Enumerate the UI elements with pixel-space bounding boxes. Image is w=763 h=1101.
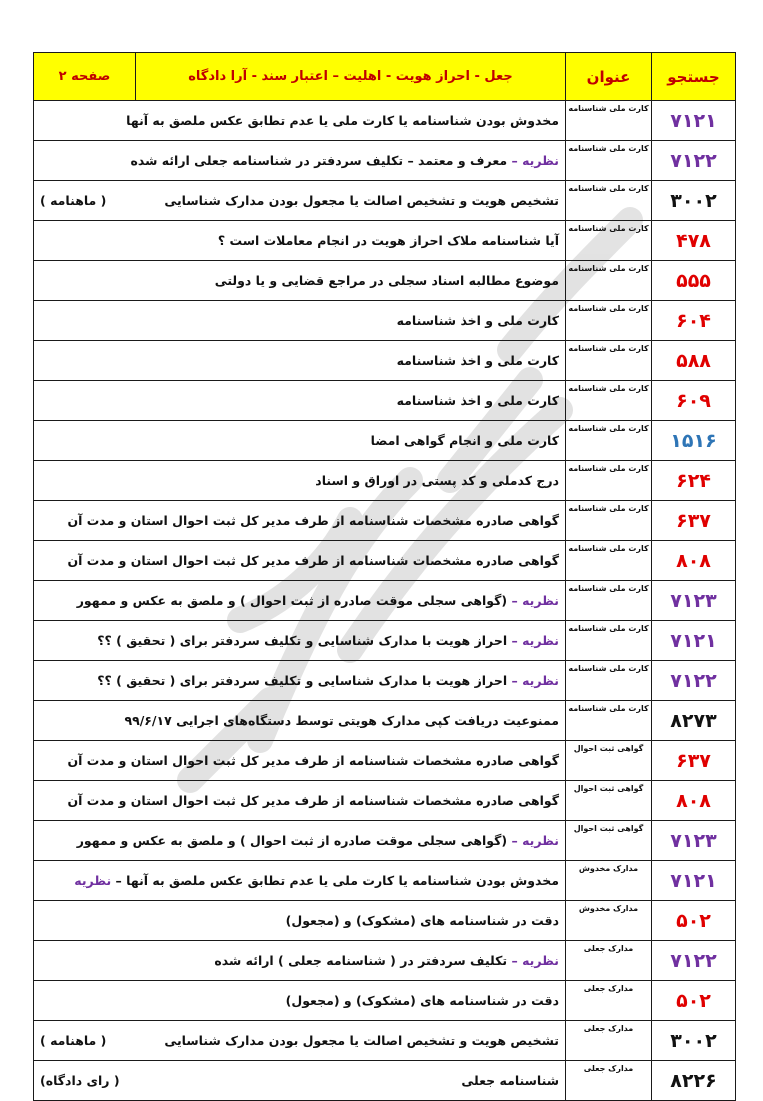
category-label: کارت ملی شناسنامه [566, 101, 652, 141]
row-description [34, 1061, 566, 1101]
header-search: جستجو [652, 53, 736, 101]
row-text: کارت ملی و انجام گواهی امضا [370, 433, 559, 448]
category-label: مدارک جعلی [566, 941, 652, 981]
category-label: کارت ملی شناسنامه [566, 461, 652, 501]
code-number[interactable]: ۱۵۱۶ [652, 421, 736, 461]
category-label: کارت ملی شناسنامه [566, 221, 652, 261]
row-description [34, 501, 566, 541]
category-label: مدارک جعلی [566, 1061, 652, 1101]
header-title: عنوان [566, 53, 652, 101]
table-row [34, 621, 736, 661]
category-label: کارت ملی شناسنامه [566, 501, 652, 541]
row-text: ممنوعیت دریافت کپی مدارک هویتی توسط دستگاه‌های اجرایی ۹۹/۶/۱۷ [124, 713, 559, 728]
row-text: تشخیص هویت و تشخیص اصالت یا مجعول بودن مدارک شناسایی [164, 1033, 559, 1048]
code-number[interactable]: ۸۰۸ [652, 541, 736, 581]
code-number[interactable]: ۵۸۸ [652, 341, 736, 381]
code-number[interactable]: ۸۰۸ [652, 781, 736, 821]
row-text: کارت ملی و اخذ شناسنامه [396, 313, 559, 328]
row-description [34, 621, 566, 661]
code-number[interactable]: ۶۰۴ [652, 301, 736, 341]
code-number[interactable]: ۵۰۲ [652, 901, 736, 941]
row-text: آیا شناسنامه ملاک احراز هویت در انجام معاملات است ؟ [217, 233, 559, 248]
table-row [34, 741, 736, 781]
code-number[interactable]: ۵۵۵ [652, 261, 736, 301]
row-text: دقت در شناسنامه های (مشکوک) و (مجعول) [285, 993, 559, 1008]
row-description [34, 301, 566, 341]
row-text: موضوع مطالبه اسناد سجلی در مراجع قضایی و یا دولتی [214, 273, 559, 288]
table-row [34, 821, 736, 861]
row-prefix: نظریه – [507, 953, 559, 968]
row-text: معرف و معتمد – تکلیف سردفتر در شناسنامه جعلی ارائه شده [130, 153, 508, 168]
code-number[interactable]: ۳۰۰۲ [652, 1021, 736, 1061]
row-description [34, 781, 566, 821]
row-text: (گواهی سجلی موقت صادره از ثبت احوال ) و ملصق به عکس و ممهور [76, 833, 508, 848]
row-description [34, 821, 566, 861]
table-row [34, 981, 736, 1021]
category-label: گواهی ثبت احوال [566, 781, 652, 821]
row-suffix: نظریه [74, 873, 112, 888]
table-row [34, 701, 736, 741]
code-number[interactable]: ۴۷۸ [652, 221, 736, 261]
row-prefix: نظریه – [507, 833, 559, 848]
table-row [34, 101, 736, 141]
code-number[interactable]: ۷۱۲۳ [652, 821, 736, 861]
index-table [33, 52, 736, 1101]
row-description [34, 581, 566, 621]
code-number[interactable]: ۷۱۲۲ [652, 941, 736, 981]
table-row [34, 421, 736, 461]
row-text: گواهی صادره مشخصات شناسنامه از طرف مدیر کل ثبت احوال استان و مدت آن [67, 553, 559, 568]
category-label: مدارک جعلی [566, 1021, 652, 1061]
category-label: کارت ملی شناسنامه [566, 261, 652, 301]
code-number[interactable]: ۷۱۲۲ [652, 661, 736, 701]
code-number[interactable]: ۶۰۹ [652, 381, 736, 421]
row-text: درج کدملی و کد پستی در اوراق و اسناد [315, 473, 559, 488]
header-topic: جعل - احراز هویت - اهلیت – اعتبار سند - آرا دادگاه [136, 53, 566, 101]
row-text: کارت ملی و اخذ شناسنامه [396, 393, 559, 408]
table-row [34, 301, 736, 341]
table-row [34, 581, 736, 621]
category-label: مدارک مخدوش [566, 901, 652, 941]
row-prefix: نظریه – [507, 593, 559, 608]
row-description [34, 541, 566, 581]
category-label: کارت ملی شناسنامه [566, 661, 652, 701]
category-label: کارت ملی شناسنامه [566, 301, 652, 341]
category-label: کارت ملی شناسنامه [566, 541, 652, 581]
table-row [34, 381, 736, 421]
code-number[interactable]: ۷۱۲۱ [652, 861, 736, 901]
row-description [34, 261, 566, 301]
category-label: کارت ملی شناسنامه [566, 181, 652, 221]
category-label: گواهی ثبت احوال [566, 741, 652, 781]
table-row [34, 541, 736, 581]
code-number[interactable]: ۷۱۲۲ [652, 141, 736, 181]
header-page: صفحه ۲ [34, 53, 136, 101]
row-description [34, 341, 566, 381]
category-label: مدارک جعلی [566, 981, 652, 1021]
row-description [34, 941, 566, 981]
row-note: ( ماهنامه ) [40, 1033, 107, 1048]
row-text: تشخیص هویت و تشخیص اصالت یا مجعول بودن مدارک شناسایی [164, 193, 559, 208]
row-text: مخدوش بودن شناسنامه یا کارت ملی یا عدم تطابق عکس ملصق به آنها – [111, 873, 559, 888]
row-text: احراز هویت با مدارک شناسایی و تکلیف سردفتر برای ( تحقیق ) ؟؟ [97, 673, 508, 688]
row-description [34, 981, 566, 1021]
row-description [34, 461, 566, 501]
category-label: مدارک مخدوش [566, 861, 652, 901]
table-row [34, 261, 736, 301]
row-text: دقت در شناسنامه های (مشکوک) و (مجعول) [285, 913, 559, 928]
header-row [34, 53, 736, 101]
row-text: گواهی صادره مشخصات شناسنامه از طرف مدیر کل ثبت احوال استان و مدت آن [67, 753, 559, 768]
table-row [34, 901, 736, 941]
code-number[interactable]: ۶۳۷ [652, 501, 736, 541]
table-row [34, 181, 736, 221]
row-text: (گواهی سجلی موقت صادره از ثبت احوال ) و ملصق به عکس و ممهور [76, 593, 508, 608]
table-row [34, 861, 736, 901]
code-number[interactable]: ۳۰۰۲ [652, 181, 736, 221]
row-text: تکلیف سردفتر در ( شناسنامه جعلی ) ارائه شده [214, 953, 508, 968]
category-label: کارت ملی شناسنامه [566, 141, 652, 181]
category-label: کارت ملی شناسنامه [566, 701, 652, 741]
code-number[interactable]: ۷۱۲۱ [652, 621, 736, 661]
table-row [34, 221, 736, 261]
table-row [34, 501, 736, 541]
row-description [34, 861, 566, 901]
table-row [34, 1021, 736, 1061]
table-row [34, 141, 736, 181]
code-number[interactable]: ۶۳۷ [652, 741, 736, 781]
row-description [34, 141, 566, 181]
code-number[interactable]: ۷۱۲۳ [652, 581, 736, 621]
row-description [34, 381, 566, 421]
row-description [34, 421, 566, 461]
row-description [34, 741, 566, 781]
row-description [34, 221, 566, 261]
row-text: مخدوش بودن شناسنامه یا کارت ملی یا عدم تطابق عکس ملصق به آنها [126, 113, 559, 128]
row-prefix: نظریه – [507, 673, 559, 688]
row-description [34, 1021, 566, 1061]
table-row [34, 1061, 736, 1101]
row-text: گواهی صادره مشخصات شناسنامه از طرف مدیر کل ثبت احوال استان و مدت آن [67, 513, 559, 528]
category-label: کارت ملی شناسنامه [566, 341, 652, 381]
code-number[interactable]: ۷۱۲۱ [652, 101, 736, 141]
code-number[interactable]: ۶۲۴ [652, 461, 736, 501]
table-row [34, 941, 736, 981]
row-description [34, 181, 566, 221]
row-prefix: نظریه – [507, 633, 559, 648]
category-label: کارت ملی شناسنامه [566, 381, 652, 421]
row-text: گواهی صادره مشخصات شناسنامه از طرف مدیر کل ثبت احوال استان و مدت آن [67, 793, 559, 808]
row-description [34, 101, 566, 141]
code-number[interactable]: ۸۲۷۳ [652, 701, 736, 741]
row-text: کارت ملی و اخذ شناسنامه [396, 353, 559, 368]
category-label: گواهی ثبت احوال [566, 821, 652, 861]
table-row [34, 341, 736, 381]
row-description [34, 901, 566, 941]
code-number[interactable]: ۸۲۲۶ [652, 1061, 736, 1101]
row-description [34, 661, 566, 701]
row-note: (رای دادگاه ) [40, 1073, 120, 1088]
table-row [34, 661, 736, 701]
row-note: ( ماهنامه ) [40, 193, 107, 208]
row-text: احراز هویت با مدارک شناسایی و تکلیف سردفتر برای ( تحقیق ) ؟؟ [97, 633, 508, 648]
category-label: کارت ملی شناسنامه [566, 421, 652, 461]
table-row [34, 461, 736, 501]
row-text: شناسنامه جعلی [461, 1073, 559, 1088]
table-row [34, 781, 736, 821]
row-prefix: نظریه – [507, 153, 559, 168]
row-description [34, 701, 566, 741]
category-label: کارت ملی شناسنامه [566, 621, 652, 661]
category-label: کارت ملی شناسنامه [566, 581, 652, 621]
code-number[interactable]: ۵۰۲ [652, 981, 736, 1021]
